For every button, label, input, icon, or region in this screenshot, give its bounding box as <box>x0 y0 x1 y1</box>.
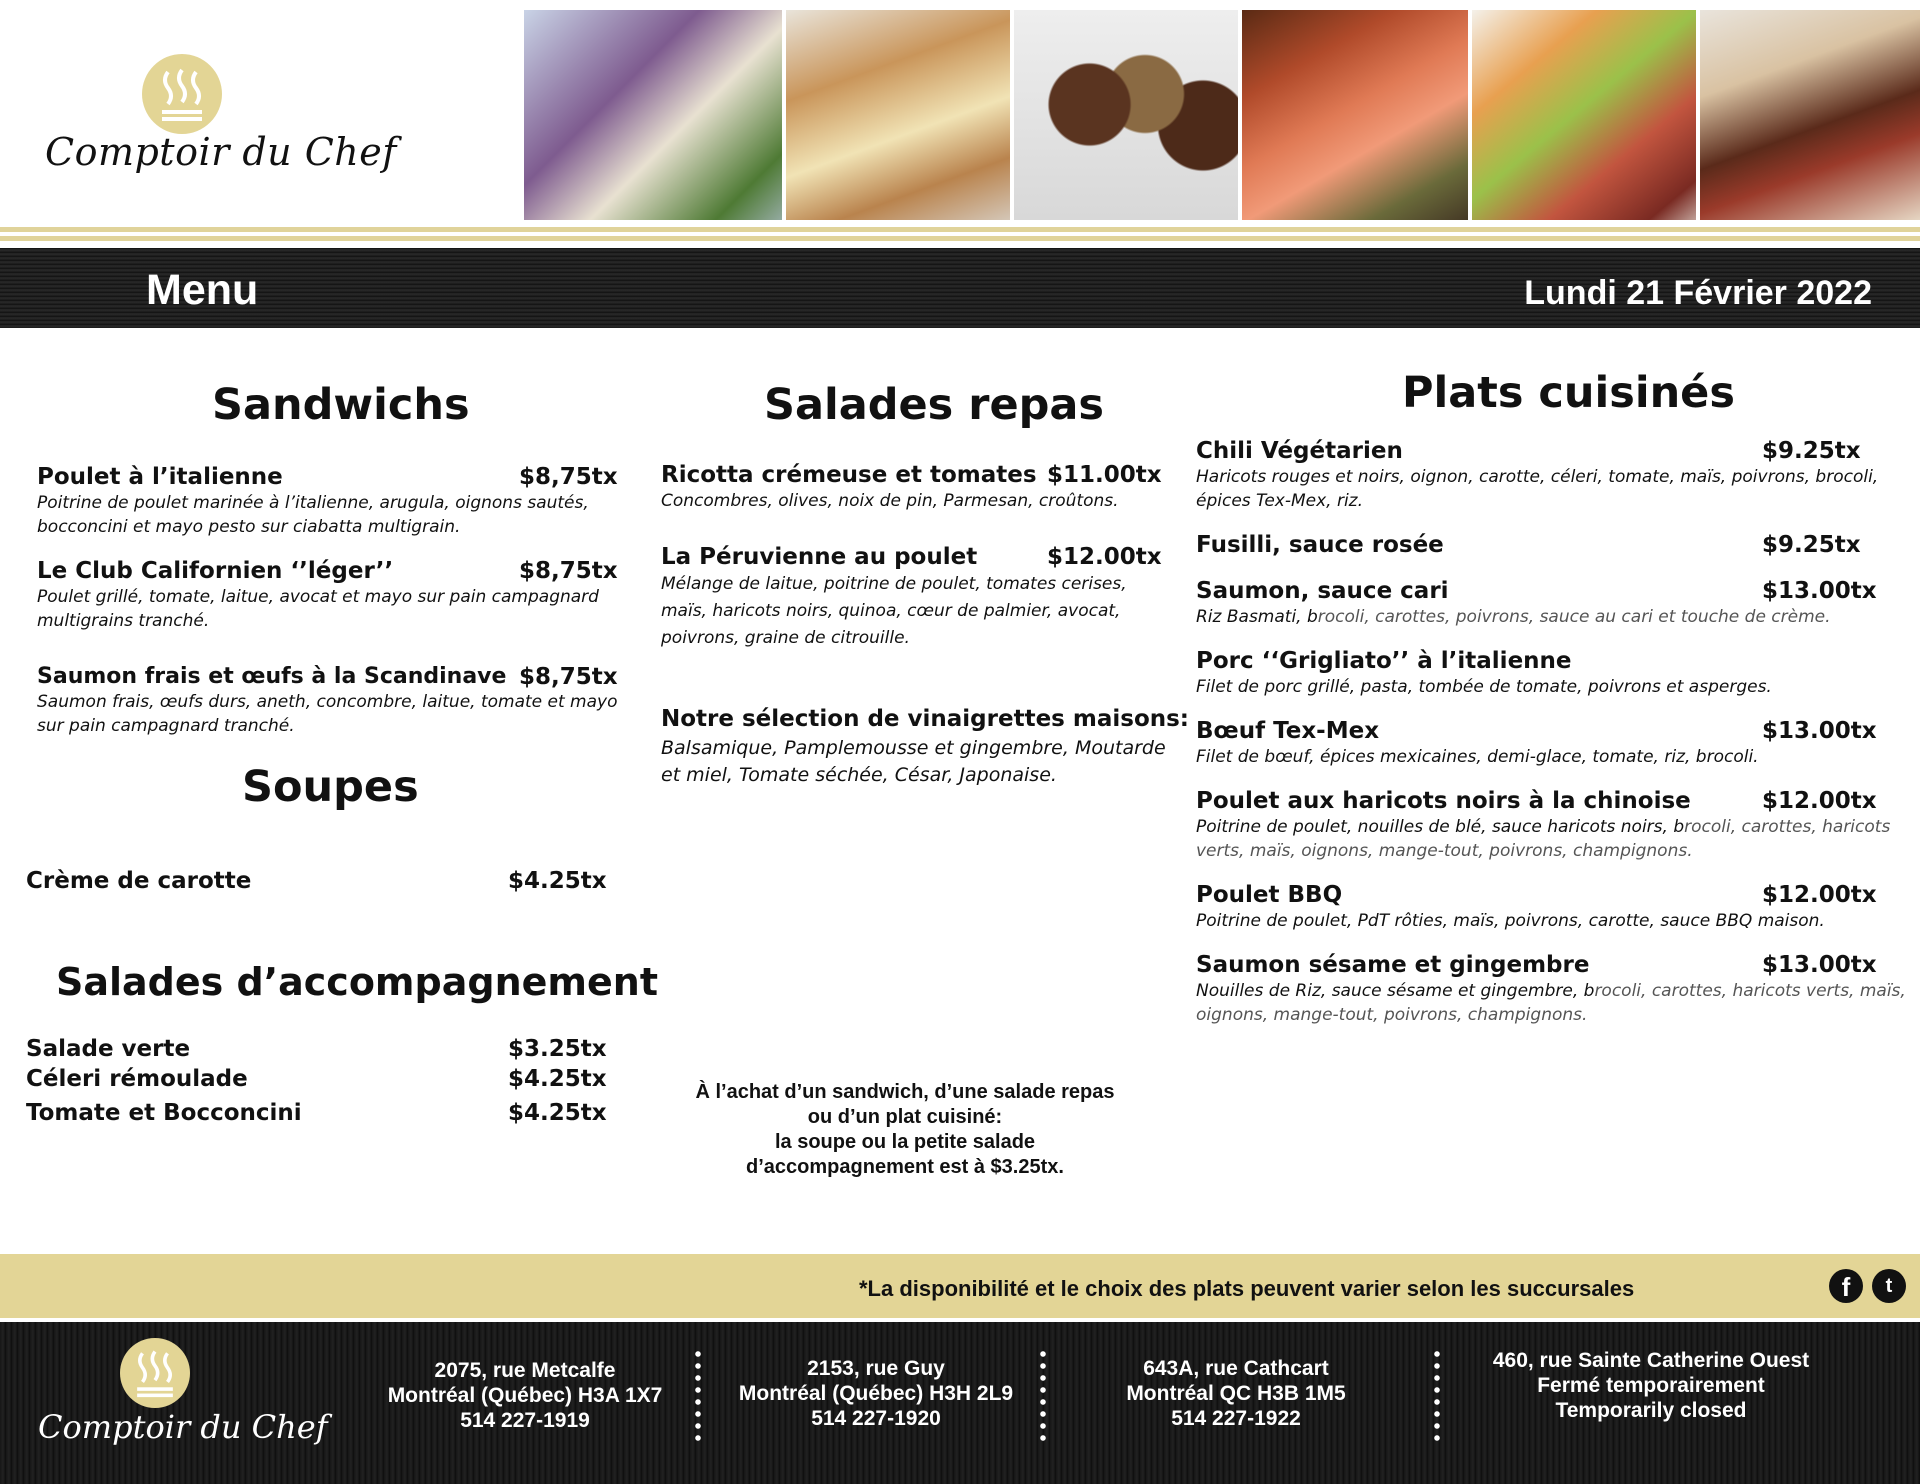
menu-item <box>37 464 627 539</box>
menu-item <box>1196 882 1896 933</box>
item-desc-part: Nouilles de Riz, sauce sésame et gingembre, b <box>1196 981 1595 1001</box>
item-name: Salade verte <box>26 1036 191 1062</box>
item-name: La Péruvienne au poulet <box>661 544 978 570</box>
menu-item <box>26 1036 626 1062</box>
menu-item <box>37 664 637 738</box>
section-title-sandwichs: Sandwichs <box>212 380 470 430</box>
section-title-salades-repas: Salades repas <box>764 380 1105 430</box>
item-price: $8,75tx <box>519 558 618 584</box>
item-desc: Poulet grillé, tomate, laitue, avocat et mayo sur pain campagnard multigrains tranché. <box>37 587 599 631</box>
menu-item <box>1196 788 1906 863</box>
vinaigrettes-list: Balsamique, Pamplemousse et gingembre, Moutarde et miel, Tomate séchée, César, Japonaise. <box>661 737 1166 786</box>
menu-item <box>37 558 627 633</box>
menu-item <box>661 462 1161 513</box>
item-name: Céleri rémoulade <box>26 1066 248 1092</box>
address-line: 460, rue Sainte Catherine Ouest <box>1492 1349 1810 1372</box>
item-name: Poulet aux haricots noirs à la chinoise <box>1196 788 1691 814</box>
steam-logo-icon <box>130 1346 180 1400</box>
item-name: Bœuf Tex-Mex <box>1196 718 1380 744</box>
brand-name: Comptoir du Chef <box>45 130 397 174</box>
section-title-soupes: Soupes <box>242 762 419 812</box>
brand-name: Comptoir du Chef <box>38 1408 328 1446</box>
item-desc-part: rocoli, carottes, haricots verts, maïs, oignons, mange-tout, poivrons, champignons. <box>1196 981 1906 1025</box>
menu-item <box>1196 718 1896 769</box>
item-desc-part: rocoli, carottes, poivrons, sauce au cari et touche de crème. <box>1317 607 1831 627</box>
section-title-salades-accompagnement: Salades d’accompagnement <box>56 960 658 1004</box>
address-line: 643A, rue Cathcart <box>1143 1357 1329 1380</box>
address-line: Montréal QC H3B 1M5 <box>1126 1382 1346 1405</box>
item-price: $8,75tx <box>519 664 618 690</box>
photo-wrap <box>1696 6 1920 224</box>
item-name: Crème de carotte <box>26 868 252 894</box>
item-name: Poulet BBQ <box>1196 882 1343 908</box>
menu-item <box>1196 952 1906 1027</box>
item-desc: Mélange de laitue, poitrine de poulet, tomates cerises, maïs, haricots noirs, quinoa, cœur de palmier, avocat, poivrons, graine de citrouille. <box>661 574 1127 648</box>
menu-item <box>26 1100 626 1126</box>
phone: 514 227-1919 <box>460 1409 590 1432</box>
vinaigrettes-title: Notre sélection de vinaigrettes maisons: <box>661 706 1190 732</box>
page-title: Menu <box>146 266 259 314</box>
menu-item <box>26 868 626 894</box>
phone: 514 227-1922 <box>1171 1407 1301 1430</box>
menu-title-bar <box>0 248 1920 328</box>
item-price: $12.00tx <box>1047 544 1162 570</box>
menu-item <box>661 544 1161 652</box>
photo-salmon <box>1238 6 1498 224</box>
item-price: $13.00tx <box>1762 578 1877 604</box>
vinaigrettes-block <box>661 706 1190 789</box>
item-name: Porc ‘‘Grigliato’’ à l’italienne <box>1196 648 1572 674</box>
item-price: $9.25tx <box>1762 438 1861 464</box>
divider-dots <box>695 1348 701 1446</box>
promo-note <box>640 1080 1170 1180</box>
item-price: $11.00tx <box>1047 462 1162 488</box>
item-name: Saumon frais et œufs à la Scandinave <box>37 664 507 689</box>
item-name: Saumon, sauce cari <box>1196 578 1449 604</box>
item-price: $4.25tx <box>508 1066 607 1092</box>
item-desc: Poitrine de poulet, PdT rôties, maïs, poivrons, carotte, sauce BBQ maison. <box>1196 911 1825 931</box>
item-desc-part: rocoli, carottes, haricots verts, maïs, oignons, mange-tout, poivrons, champignons. <box>1196 817 1891 861</box>
item-price: $3.25tx <box>508 1036 607 1062</box>
item-desc: Haricots rouges et noirs, oignon, carotte, céleri, tomate, maïs, poivrons, brocoli, épices Tex-Mex, riz. <box>1196 467 1879 511</box>
item-price: $4.25tx <box>508 868 607 894</box>
menu-item <box>1196 438 1896 513</box>
address-line: 2075, rue Metcalfe <box>434 1359 616 1382</box>
promo-line: ou d’un plat cuisiné: <box>807 1106 1003 1128</box>
brand-logo <box>40 52 397 182</box>
item-desc: Filet de bœuf, épices mexicaines, demi-glace, tomate, riz, brocoli. <box>1196 747 1759 767</box>
promo-line: d’accompagnement est à $3.25tx. <box>746 1156 1064 1178</box>
item-name: Poulet à l’italienne <box>37 464 283 490</box>
food-photo-strip <box>520 6 1920 224</box>
promo-line: la soupe ou la petite salade <box>774 1131 1036 1153</box>
item-desc-part: Poitrine de poulet, nouilles de blé, sauce haricots noirs, b <box>1196 817 1685 837</box>
item-name: Saumon sésame et gingembre <box>1196 952 1590 978</box>
item-desc <box>1196 979 1906 1027</box>
steam-logo-icon <box>154 64 210 124</box>
item-desc: Poitrine de poulet marinée à l’italienne, arugula, oignons sautés, bocconcini et mayo pesto sur ciabatta multigrain. <box>37 493 589 537</box>
item-price: $12.00tx <box>1762 882 1877 908</box>
branch-address <box>1466 1348 1836 1423</box>
item-desc <box>1196 605 1896 629</box>
photo-salad <box>520 6 820 224</box>
menu-item <box>1196 648 1896 699</box>
item-price: $12.00tx <box>1762 788 1877 814</box>
promo-line: À l’achat d’un sandwich, d’une salade repas <box>695 1081 1115 1103</box>
branch-address <box>726 1356 1026 1431</box>
availability-notice: *La disponibilité et le choix des plats peuvent varier selon les succursales <box>859 1276 1635 1301</box>
item-name: Ricotta crémeuse et tomates <box>661 462 1037 488</box>
divider-dots <box>1434 1348 1440 1446</box>
item-price: $13.00tx <box>1762 718 1877 744</box>
item-desc-part: Riz Basmati, b <box>1196 607 1318 627</box>
address-line: Fermé temporairement <box>1537 1374 1765 1397</box>
divider-dots <box>1040 1348 1046 1446</box>
address-line: Temporarily closed <box>1555 1399 1747 1422</box>
facebook-icon[interactable]: f <box>1829 1269 1863 1303</box>
item-desc: Saumon frais, œufs durs, aneth, concombre, laitue, tomate et mayo sur pain campagnard tranché. <box>37 692 618 736</box>
item-name: Chili Végétarien <box>1196 438 1403 464</box>
address-line: Montréal (Québec) H3A 1X7 <box>387 1384 663 1407</box>
footer <box>0 1322 1920 1484</box>
address-line: 2153, rue Guy <box>807 1357 945 1380</box>
address-line: Montréal (Québec) H3H 2L9 <box>738 1382 1014 1405</box>
item-price: $9.25tx <box>1762 532 1861 558</box>
item-desc: Concombres, olives, noix de pin, Parmesan, croûtons. <box>661 491 1119 511</box>
menu-date: Lundi 21 Février 2022 <box>1524 274 1872 312</box>
item-name: Fusilli, sauce rosée <box>1196 532 1444 558</box>
item-desc: Filet de porc grillé, pasta, tombée de tomate, poivrons et asperges. <box>1196 677 1772 697</box>
menu-item <box>26 1066 626 1092</box>
photo-melon <box>1468 6 1728 224</box>
photo-muffins <box>1010 6 1270 224</box>
item-price: $8,75tx <box>519 464 618 490</box>
section-title-plats-cuisines: Plats cuisinés <box>1402 368 1735 418</box>
menu-item <box>1196 532 1896 558</box>
availability-notice-bar <box>0 1254 1920 1318</box>
item-price: $13.00tx <box>1762 952 1877 978</box>
footer-logo <box>36 1338 328 1458</box>
branch-address <box>1086 1356 1386 1431</box>
twitter-icon[interactable]: t <box>1872 1269 1906 1303</box>
branch-address <box>375 1358 675 1433</box>
header-divider <box>0 227 1920 243</box>
item-price: $4.25tx <box>508 1100 607 1126</box>
item-desc <box>1196 815 1906 863</box>
item-name: Le Club Californien ‘’léger’’ <box>37 558 394 584</box>
menu-item <box>1196 578 1896 629</box>
item-name: Tomate et Bocconcini <box>26 1100 302 1126</box>
phone: 514 227-1920 <box>811 1407 941 1430</box>
